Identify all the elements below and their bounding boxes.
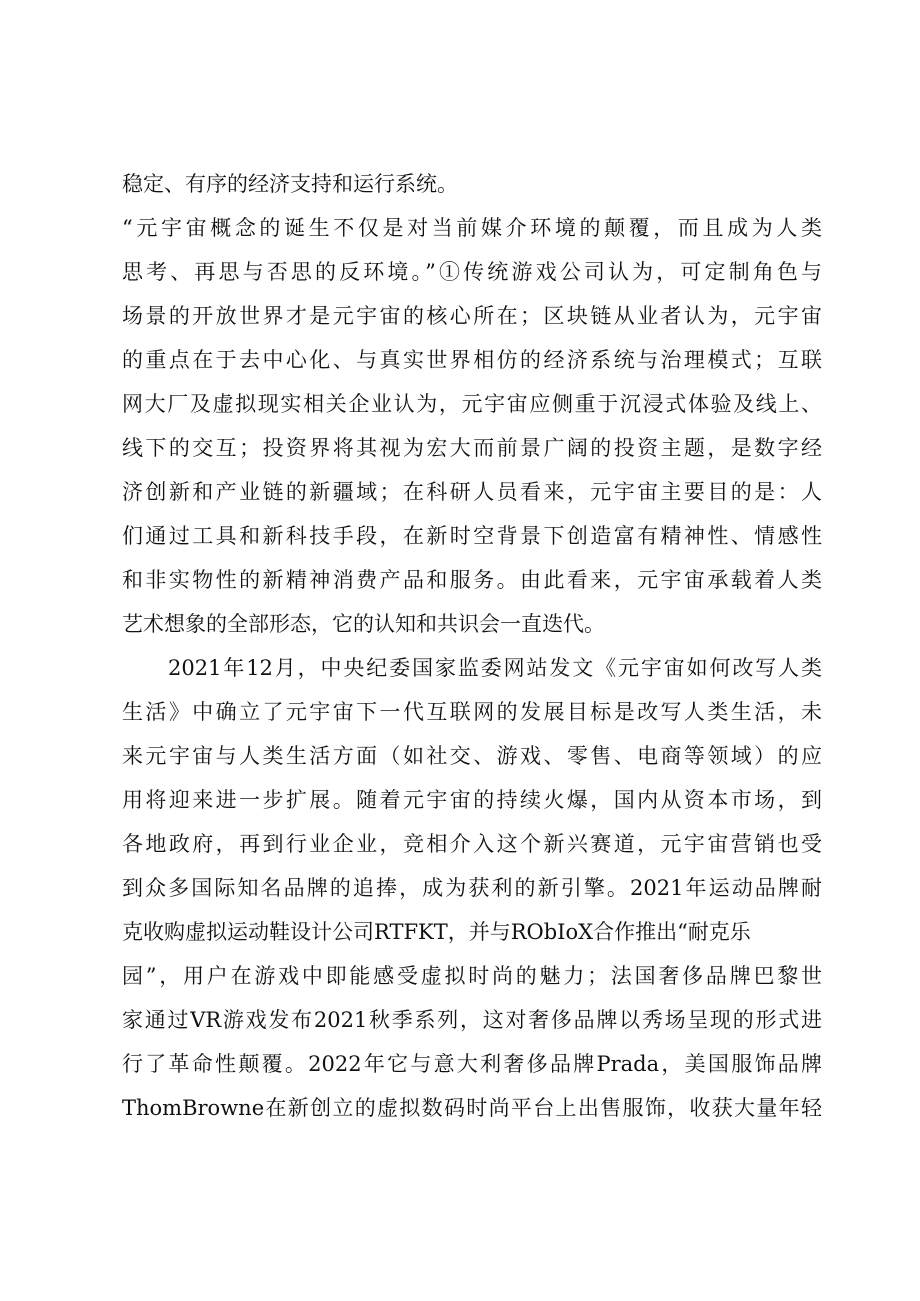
paragraph-2-line-2: 思考、再思与否思的反环境。”①传统游戏公司认为，可定制角色与 [122, 260, 822, 284]
paragraph-3-line-2: 生活》中确立了元宇宙下一代互联网的发展目标是改写人类生活，未 [122, 700, 822, 724]
paragraph-3-line-6: 到众多国际知名品牌的追捧，成为获利的新引擎。2021年运动品牌耐 [122, 876, 822, 900]
paragraph-2-line-7: 济创新和产业链的新疆域；在科研人员看来，元宇宙主要目的是：人 [122, 480, 822, 504]
paragraph-3-line-11: ThomBrowne在新创立的虚拟数码时尚平台上出售服饰，收获大量年轻 [122, 1096, 822, 1120]
paragraph-2-line-1: “元宇宙概念的诞生不仅是对当前媒介环境的颠覆，而且成为人类 [122, 216, 822, 240]
paragraph-2-line-3: 场景的开放世界才是元宇宙的核心所在；区块链从业者认为，元宇宙 [122, 304, 822, 328]
paragraph-2-line-9: 和非实物性的新精神消费产品和服务。由此看来，元宇宙承载着人类 [122, 568, 822, 592]
paragraph-2-line-5: 网大厂及虚拟现实相关企业认为，元宇宙应侧重于沉浸式体验及线上、 [122, 392, 822, 416]
paragraph-3-line-5: 各地政府，再到行业企业，竞相介入这个新兴赛道，元宇宙营销也受 [122, 832, 822, 856]
paragraph-3-line-7: 克收购虚拟运动鞋设计公司RTFKT，并与RObIoX合作推出“耐克乐 [122, 920, 751, 944]
paragraph-3-line-3: 来元宇宙与人类生活方面（如社交、游戏、零售、电商等领域）的应 [122, 744, 822, 768]
paragraph-2-line-4: 的重点在于去中心化、与真实世界相仿的经济系统与治理模式；互联 [122, 348, 822, 372]
paragraph-1-line-1: 稳定、有序的经济支持和运行系统。 [122, 172, 458, 196]
paragraph-2-line-10: 艺术想象的全部形态，它的认知和共识会一直迭代。 [122, 612, 605, 636]
paragraph-3-line-1: 2021年12月，中央纪委国家监委网站发文《元宇宙如何改写人类 [168, 656, 822, 680]
paragraph-2-line-6: 线下的交互；投资界将其视为宏大而前景广阔的投资主题，是数字经 [122, 436, 822, 460]
paragraph-3-line-4: 用将迎来进一步扩展。随着元宇宙的持续火爆，国内从资本市场，到 [122, 788, 822, 812]
paragraph-3-line-8: 园”，用户在游戏中即能感受虚拟时尚的魅力；法国奢侈品牌巴黎世 [122, 964, 822, 988]
paragraph-3-line-9: 家通过VR游戏发布2021秋季系列，这对奢侈品牌以秀场呈现的形式进 [122, 1008, 822, 1032]
paragraph-3-line-10: 行了革命性颠覆。2022年它与意大利奢侈品牌Prada，美国服饰品牌 [122, 1052, 822, 1076]
paragraph-2-line-8: 们通过工具和新科技手段，在新时空背景下创造富有精神性、情感性 [122, 524, 822, 548]
